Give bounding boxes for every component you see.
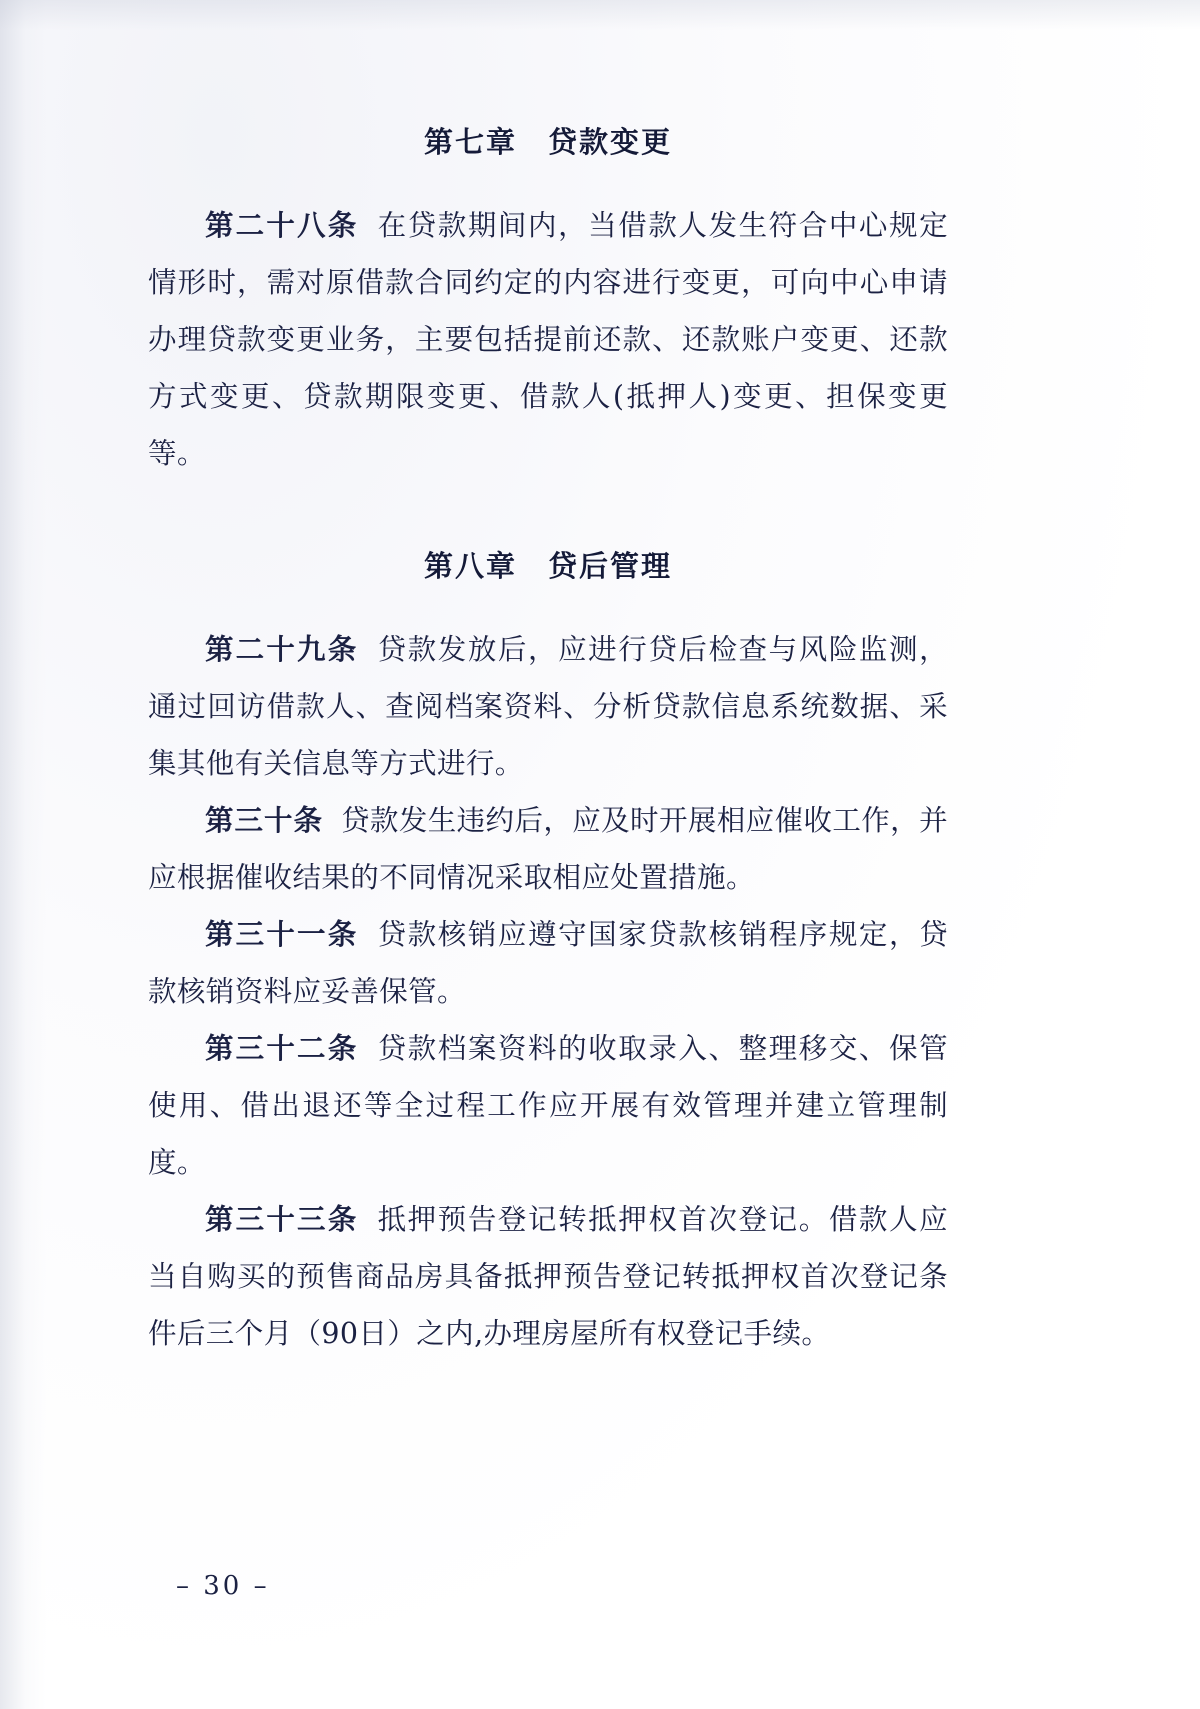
article-32-label: 第三十二条 bbox=[205, 1032, 359, 1065]
chapter-heading-eight: 第八章 贷后管理 bbox=[423, 549, 672, 583]
spacer bbox=[148, 585, 948, 621]
article-33-paragraph bbox=[148, 1191, 948, 1362]
chapter-heading-seven: 第七章 贷款变更 bbox=[423, 125, 672, 159]
article-31-paragraph bbox=[148, 906, 948, 1020]
spacer bbox=[148, 161, 948, 197]
article-28-text: 在贷款期间内，当借款人发生符合中心规定情形时，需对原借款合同约定的内容进行变更，可向中心申请办理贷款变更业务，主要包括提前还款、还款账户变更、还款方式变更、贷款期限变更、借款人(抵押人)变更、担保变更等。 bbox=[148, 209, 948, 470]
article-33-text: 抵押预告登记转抵押权首次登记。借款人应当自购买的预售商品房具备抵押预告登记转抵押权首次登记条件后三个月（90日）之内,办理房屋所有权登记手续。 bbox=[148, 1203, 948, 1350]
article-28-label: 第二十八条 bbox=[205, 209, 359, 242]
article-28-paragraph bbox=[148, 197, 948, 482]
article-29-paragraph bbox=[148, 621, 948, 792]
article-31-text: 贷款核销应遵守国家贷款核销程序规定，贷款核销资料应妥善保管。 bbox=[148, 918, 948, 1008]
article-32-text: 贷款档案资料的收取录入、整理移交、保管使用、借出退还等全过程工作应开展有效管理并建立管理制度。 bbox=[148, 1032, 948, 1179]
article-33-label: 第三十三条 bbox=[205, 1203, 359, 1236]
article-31-label: 第三十一条 bbox=[205, 918, 359, 951]
article-30-label: 第三十条 bbox=[205, 804, 324, 837]
article-30-text: 贷款发生违约后，应及时开展相应催收工作，并应根据催收结果的不同情况采取相应处置措施。 bbox=[148, 804, 948, 894]
article-32-paragraph bbox=[148, 1020, 948, 1191]
spacer bbox=[148, 482, 948, 544]
article-29-label: 第二十九条 bbox=[205, 633, 359, 666]
article-30-paragraph bbox=[148, 792, 948, 906]
article-29-text: 贷款发放后，应进行贷后检查与风险监测，通过回访借款人、查阅档案资料、分析贷款信息系统数据、采集其他有关信息等方式进行。 bbox=[148, 633, 948, 780]
document-body bbox=[148, 120, 948, 1362]
page-number: – 30 – bbox=[176, 1571, 270, 1601]
